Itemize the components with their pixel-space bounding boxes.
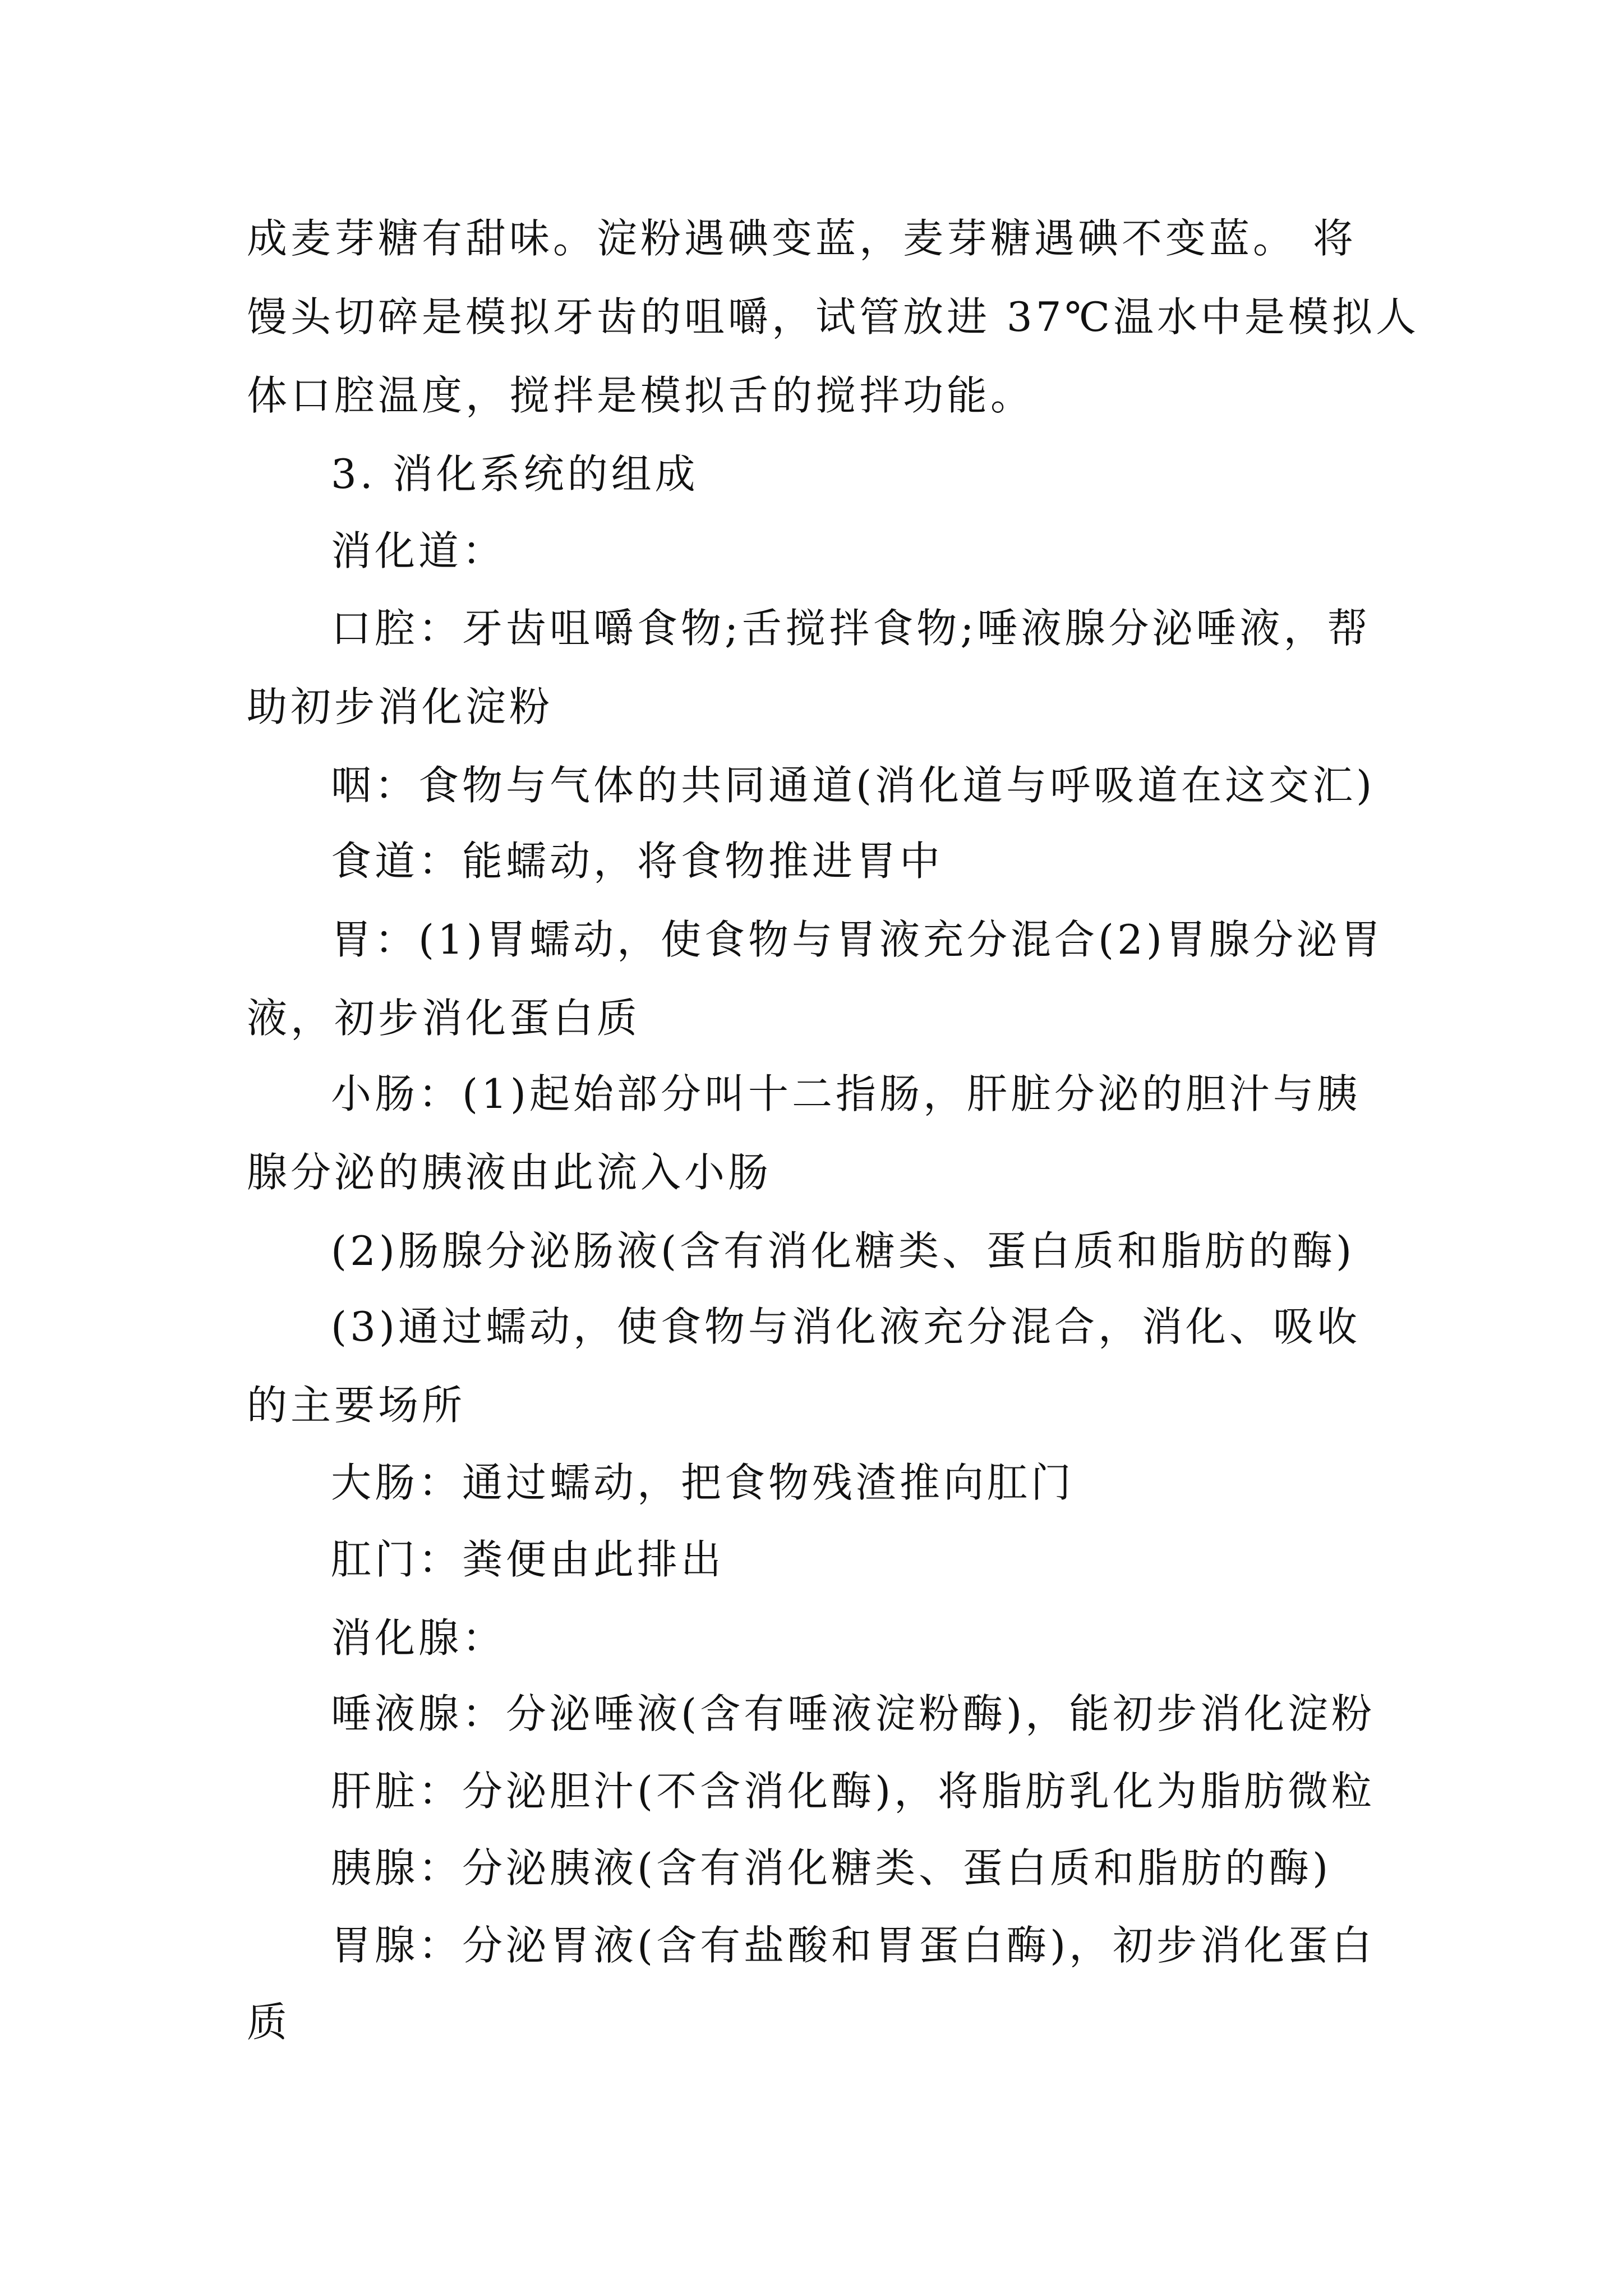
- text-line: 腺分泌的胰液由此流入小肠: [247, 1149, 772, 1196]
- text-line: 助初步消化淀粉: [247, 683, 554, 730]
- text-line: (3)通过蠕动，使食物与消化液充分混合，消化、吸收: [331, 1303, 1361, 1350]
- text-line: 肝脏：分泌胆汁(不含消化酶)，将脂肪乳化为脂肪微粒: [331, 1768, 1376, 1815]
- text-line: 成麦芽糖有甜味。淀粉遇碘变蓝，麦芽糖遇碘不变蓝。 将: [247, 215, 1357, 262]
- text-line: 小肠：(1)起始部分叫十二指肠，肝脏分泌的胆汁与胰: [331, 1070, 1361, 1117]
- subheading-digestive-glands: 消化腺：: [331, 1614, 506, 1662]
- text-line: 肛门：粪便由此排出: [331, 1536, 725, 1583]
- text-line: 质: [247, 1999, 291, 2046]
- text-line: 食道：能蠕动，将食物推进胃中: [331, 838, 944, 885]
- text-line: 咽：食物与气体的共同通道(消化道与呼吸道在这交汇): [331, 762, 1376, 809]
- subheading-digestive-tract: 消化道：: [331, 527, 506, 574]
- text-line: 的主要场所: [247, 1382, 466, 1429]
- text-line: 大肠：通过蠕动，把食物残渣推向肛门: [331, 1459, 1075, 1506]
- text-line: 液，初步消化蛋白质: [247, 995, 641, 1042]
- text-line: 唾液腺：分泌唾液(含有唾液淀粉酶)，能初步消化淀粉: [331, 1690, 1376, 1737]
- text-line: 胃：(1)胃蠕动，使食物与胃液充分混合(2)胃腺分泌胃: [331, 916, 1384, 963]
- text-line: 胃腺：分泌胃液(含有盐酸和胃蛋白酶)，初步消化蛋白: [331, 1922, 1376, 1969]
- text-line: 馒头切碎是模拟牙齿的咀嚼，试管放进 37℃温水中是模拟人: [247, 293, 1420, 341]
- text-line: 胰腺：分泌胰液(含有消化糖类、蛋白质和脂肪的酶): [331, 1844, 1332, 1892]
- text-line: 口腔：牙齿咀嚼食物;舌搅拌食物;唾液腺分泌唾液，帮: [331, 605, 1371, 652]
- section-heading: 3. 消化系统的组成: [331, 450, 699, 498]
- text-line: (2)肠腺分泌肠液(含有消化糖类、蛋白质和脂肪的酶): [331, 1227, 1355, 1274]
- text-line: 体口腔温度，搅拌是模拟舌的搅拌功能。: [247, 372, 1035, 419]
